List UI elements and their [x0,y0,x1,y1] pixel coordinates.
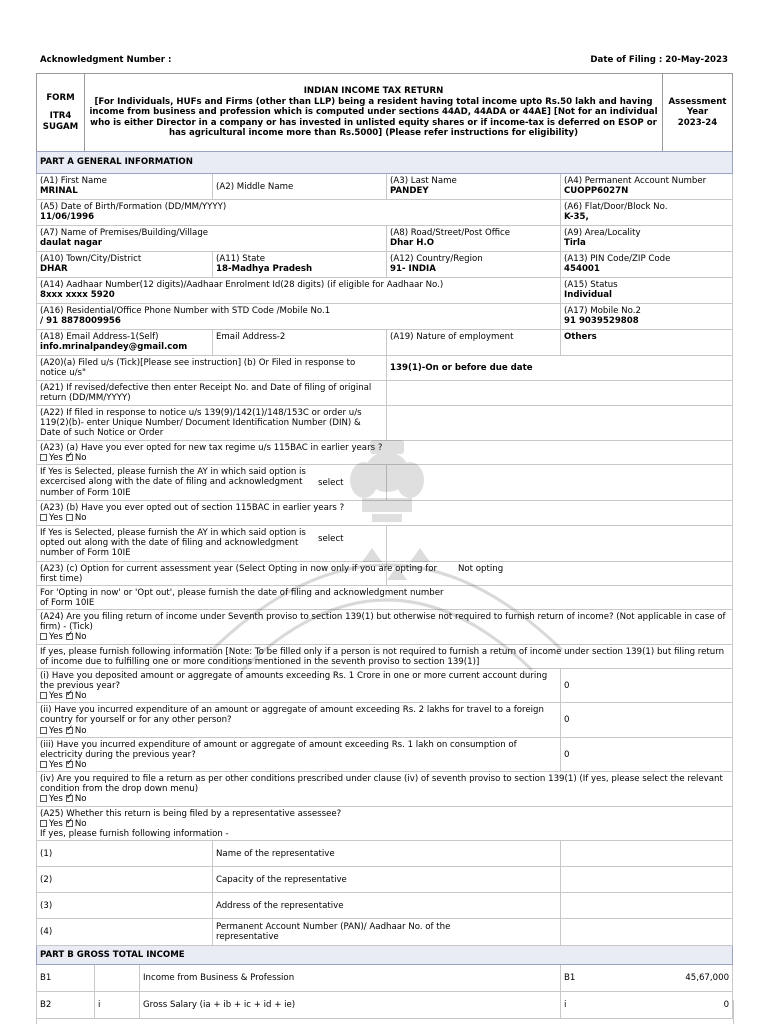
opt-out-yes-checkbox[interactable] [40,514,47,521]
electricity-value: 0 [564,749,570,760]
revised-return-label: (A21) If revised/defective then enter Receipt No. and Date of filing of original return (DD/MM/YYYY) [40,383,372,404]
foreign-travel-yes-checkbox[interactable] [40,727,47,734]
part-b-title: PART B GROSS TOTAL INCOME [37,945,733,964]
representative-cell [37,806,733,840]
current-account-no-label: No [74,691,87,702]
country-value: 91- INDIA [390,264,436,275]
road-cell [387,226,561,252]
income-row-code: B1 [37,964,95,991]
first-name-cell [37,174,213,200]
electricity-question: (iii) Have you incurred expenditure of amount or aggregate of amount exceeding Rs. 1 lakh on consumption of electricity during the previous year? [40,739,517,760]
notice-label: (A22) If filed in response to notice u/s 139(9)/142(1)/148/153C or order u/s 119(2)(b)- enter Unique Number/ Document Identification Number (DIN) & Date of such Notice or Order [40,408,362,439]
other-conditions-yes-label: Yes [49,794,63,805]
rep-row-number: (4) [37,918,213,945]
premises-value: daulat nagar [40,238,103,249]
new-regime-cell [37,441,733,465]
premises-cell [37,226,387,252]
current-option-label: (A23) (c) Option for current assessment year (Select Opting in now only if you are opting for first time) [40,563,438,584]
email1-value: info.mrinalpandey@gmail.com [40,342,188,353]
email2-label: Email Address-2 [216,332,286,342]
last-name-value: PANDEY [390,186,429,197]
premises-label: (A7) Name of Premises/Building/Village [40,228,209,238]
electricity-no-checkbox[interactable] [66,761,73,768]
other-conditions-yes-checkbox[interactable] [40,795,47,802]
filed-under-value: 139(1)-On or before due date [390,363,533,374]
other-conditions-no-label: No [74,794,87,805]
seventh-proviso-no-label: No [74,632,87,643]
road-label: (A8) Road/Street/Post Office [390,228,511,238]
mobile2-label: (A17) Mobile No.2 [564,306,641,316]
income-row-sub: i [95,991,140,1018]
part-a-title: PART A GENERAL INFORMATION [37,152,733,174]
area-label: (A9) Area/Locality [564,228,641,238]
foreign-travel-no-label: No [74,725,87,736]
flat-label: (A6) Flat/Door/Block No. [564,202,668,212]
dob-value: 11/06/1996 [40,212,95,223]
representative-yes-label: Yes [49,818,63,829]
notice-value-cell [387,406,733,441]
date-of-filing: Date of Filing : 20-May-2023 [590,55,728,65]
aadhaar-value: 8xxx xxxx 5920 [40,290,115,301]
last-name-label: (A3) Last Name [390,176,457,186]
rep-row-number: (2) [37,866,213,892]
pan-label: (A4) Permanent Account Number [564,176,707,186]
current-account-yes-label: Yes [49,691,63,702]
area-cell [561,226,733,252]
current-account-value: 0 [564,680,570,691]
income-row-value: 45,67,000 [685,973,730,984]
country-label: (A12) Country/Region [390,254,483,264]
representative-question: (A25) Whether this return is being filed by a representative assessee? [40,808,342,819]
income-row-sub [95,964,140,991]
new-regime-yes-label: Yes [49,453,63,464]
assessment-year: 2023-24 [677,117,718,128]
notice-cell [37,406,387,441]
new-regime-yes-checkbox[interactable] [40,454,47,461]
state-cell [213,252,387,278]
assessment-year-block [663,74,733,152]
town-cell [37,252,213,278]
form-description: [For Individuals, HUFs and Firms (other than LLP) being a resident having total income upto Rs.50 lakh and having income from business and profession which is computed under sections 44AD, 44ADA or 44AE] [Not for an individual who is either Director in a company or has invested in unlisted equity shares or if income-tax is deferred on ESOP or has agricultural income more than Rs.5000] (Please refer instructions for eligibility) [89,96,658,139]
other-conditions-cell [37,772,733,806]
foreign-travel-value-cell [561,703,733,737]
rep-row-number: (1) [37,840,213,866]
seventh-proviso-ifyes-label: If yes, please furnish following information [Note: To be filled only if a person is not required to furnish a return of income under section 139(1) but filing return of income due to fulfilling one or more conditions mentioned in the seventh proviso to section 139(1)] [40,646,725,667]
filed-under-value-cell [387,356,733,381]
rep-row-number: (3) [37,892,213,918]
current-account-no-checkbox[interactable] [66,692,73,699]
rep-pan-label: Permanent Account Number (PAN)/ Aadhaar No. of the representative [216,922,451,943]
opt-out-ifyes-label: If Yes is Selected, please furnish the AY in which said option is opted out along with the date of filing and acknowledgment number of Form 10IE [40,527,306,558]
current-option-cell [37,561,438,585]
opt-out-select-cell [387,525,733,561]
middle-name-cell [213,174,387,200]
rep-row-label: Name of the representative [213,840,561,866]
flat-cell [561,200,733,226]
new-regime-ifyes-label: If Yes is Selected, please furnish the AY in which said option is excercised along with the date of filing and acknowledgment number of Form 10IE [40,467,306,498]
filed-under-cell [37,356,387,381]
filed-under-label: (A20)(a) Filed u/s (Tick)[Please see instruction] (b) Or Filed in response to notice u/s" [40,358,356,379]
middle-name-label: (A2) Middle Name [216,181,294,192]
employment-nature-cell [387,330,561,356]
representative-no-label: No [74,818,87,829]
revised-return-cell [37,381,387,406]
new-regime-no-checkbox[interactable] [66,454,73,461]
seventh-proviso-no-checkbox[interactable] [66,633,73,640]
electricity-value-cell [561,737,733,771]
opt-out-no-label: No [74,513,87,524]
opting-date-cell [37,585,733,609]
foreign-travel-value: 0 [564,715,570,726]
foreign-travel-no-checkbox[interactable] [66,727,73,734]
representative-yes-checkbox[interactable] [40,820,47,827]
representative-ifyes: If yes, please furnish following information - [40,828,229,839]
income-row-amount-cell [561,964,733,991]
other-conditions-question: (iv) Are you required to file a return as per other conditions prescribed under clause (iv) of seventh proviso to section 139(1) (If yes, please select the relevant condition from the drop down menu) [40,774,723,795]
flat-value: K-35, [564,212,589,223]
income-row-value: 0 [723,1000,730,1011]
electricity-yes-checkbox[interactable] [40,761,47,768]
new-regime-question: (A23) (a) Have you ever opted for new tax regime u/s 115BAC in earlier years ? [40,443,383,453]
form-title: INDIAN INCOME TAX RETURN [303,86,444,97]
current-option-value-cell [387,561,733,585]
electricity-no-label: No [74,759,87,770]
status-label: (A15) Status [564,280,618,290]
opt-out-no-checkbox[interactable] [66,514,73,521]
other-conditions-no-checkbox[interactable] [66,795,73,802]
seventh-proviso-ifyes-cell [37,644,733,668]
new-regime-select[interactable]: select [318,478,344,488]
current-option-value: Not opting [458,564,504,574]
last-name-cell [387,174,561,200]
income-row-ref: B1 [564,973,576,984]
dob-label: (A5) Date of Birth/Formation (DD/MM/YYYY) [40,202,227,212]
foreign-travel-cell [37,703,561,737]
foreign-travel-question: (ii) Have you incurred expenditure of an amount or aggregate of amount exceeding Rs. 2 lakhs for travel to a foreign country for yourself or for any other person? [40,705,544,726]
aadhaar-label: (A14) Aadhaar Number(12 digits)/Aadhaar Enrolment Id(28 digits) (if eligible for Aadhaar No.) [40,280,444,290]
income-row-ref: i [564,1000,567,1011]
seventh-proviso-yes-label: Yes [49,632,63,643]
current-account-question: (i) Have you deposited amount or aggregate of amounts exceeding Rs. 1 Crore in one or more current account during the previous year? [40,670,548,691]
town-value: DHAR [40,264,68,275]
opt-out-select[interactable]: select [318,534,344,544]
income-row-label: Income from Business & Profession [140,964,561,991]
pin-cell [561,252,733,278]
itr-form-table [36,151,733,1019]
dob-cell [37,200,561,226]
seventh-proviso-question: (A24) Are you filing return of income under Seventh proviso to section 139(1) but otherwise not required to furnish return of income? (Not applicable in case of firm) - (Tick) [40,612,726,633]
opt-out-question: (A23) (b) Have you ever opted out of section 115BAC in earlier years ? [40,503,345,514]
pin-value: 454001 [564,264,600,275]
email2-cell [213,330,387,356]
income-row-code: B2 [37,991,95,1018]
road-value: Dhar H.O [390,238,435,249]
electricity-yes-label: Yes [49,759,63,770]
mobile2-value: 91 9039529808 [564,316,639,327]
phone-label: (A16) Residential/Office Phone Number with STD Code /Mobile No.1 [40,306,331,316]
aadhaar-cell [37,278,561,304]
form-name: ITR4 SUGAM [42,111,79,132]
area-value: Tirla [564,238,586,249]
status-cell [561,278,733,304]
phone-cell [37,304,561,330]
current-account-value-cell [561,668,733,702]
rep-row-value [561,840,733,866]
email1-label: (A18) Email Address-1(Self) [40,332,159,342]
rep-row-value [561,866,733,892]
acknowledgment-number-label: Acknowledgment Number : [40,55,172,65]
country-cell [387,252,561,278]
form-id [37,74,85,152]
pan-value: CUOPP6027N [564,186,629,197]
seventh-proviso-cell [37,610,733,644]
representative-no-checkbox[interactable] [66,820,73,827]
current-account-yes-checkbox[interactable] [40,692,47,699]
first-name-label: (A1) First Name [40,176,107,186]
opting-date-label: For 'Opting in now' or 'Opt out', please furnish the date of filing and acknowledgment number of Form 10IE [40,587,444,608]
opt-out-cell [37,501,733,525]
rep-row-value [561,918,733,945]
state-value: 18-Madhya Pradesh [216,264,313,275]
new-regime-no-label: No [74,453,87,464]
revised-return-value-cell [387,381,733,406]
seventh-proviso-yes-checkbox[interactable] [40,633,47,640]
employment-nature-value-cell [561,330,733,356]
rep-row-label: Capacity of the representative [213,866,561,892]
rep-row-value [561,892,733,918]
rep-row-label: Address of the representative [213,892,561,918]
current-account-cell [37,668,561,702]
form-header [36,73,733,152]
rep-row-label [213,918,561,945]
mobile2-cell [561,304,733,330]
assessment-year-label: Assessment Year [668,96,727,118]
income-row-label: Gross Salary (ia + ib + ic + id + ie) [140,991,561,1018]
opt-out-yes-label: Yes [49,513,63,524]
form-title-block [85,74,663,152]
pan-cell [561,174,733,200]
status-value: Individual [564,290,612,301]
employment-nature-value: Others [564,332,597,342]
state-label: (A11) State [216,254,265,264]
foreign-travel-yes-label: Yes [49,725,63,736]
electricity-cell [37,737,561,771]
form-label: FORM [46,92,75,103]
first-name-value: MRINAL [40,186,78,197]
town-label: (A10) Town/City/District [40,254,142,264]
phone-value: / 91 8878009956 [40,316,121,327]
page-continuation [36,1000,734,1024]
email1-cell [37,330,213,356]
pin-label: (A13) PIN Code/ZIP Code [564,254,671,264]
employment-nature-label: (A19) Nature of employment [390,332,514,342]
new-regime-select-cell [387,465,733,501]
